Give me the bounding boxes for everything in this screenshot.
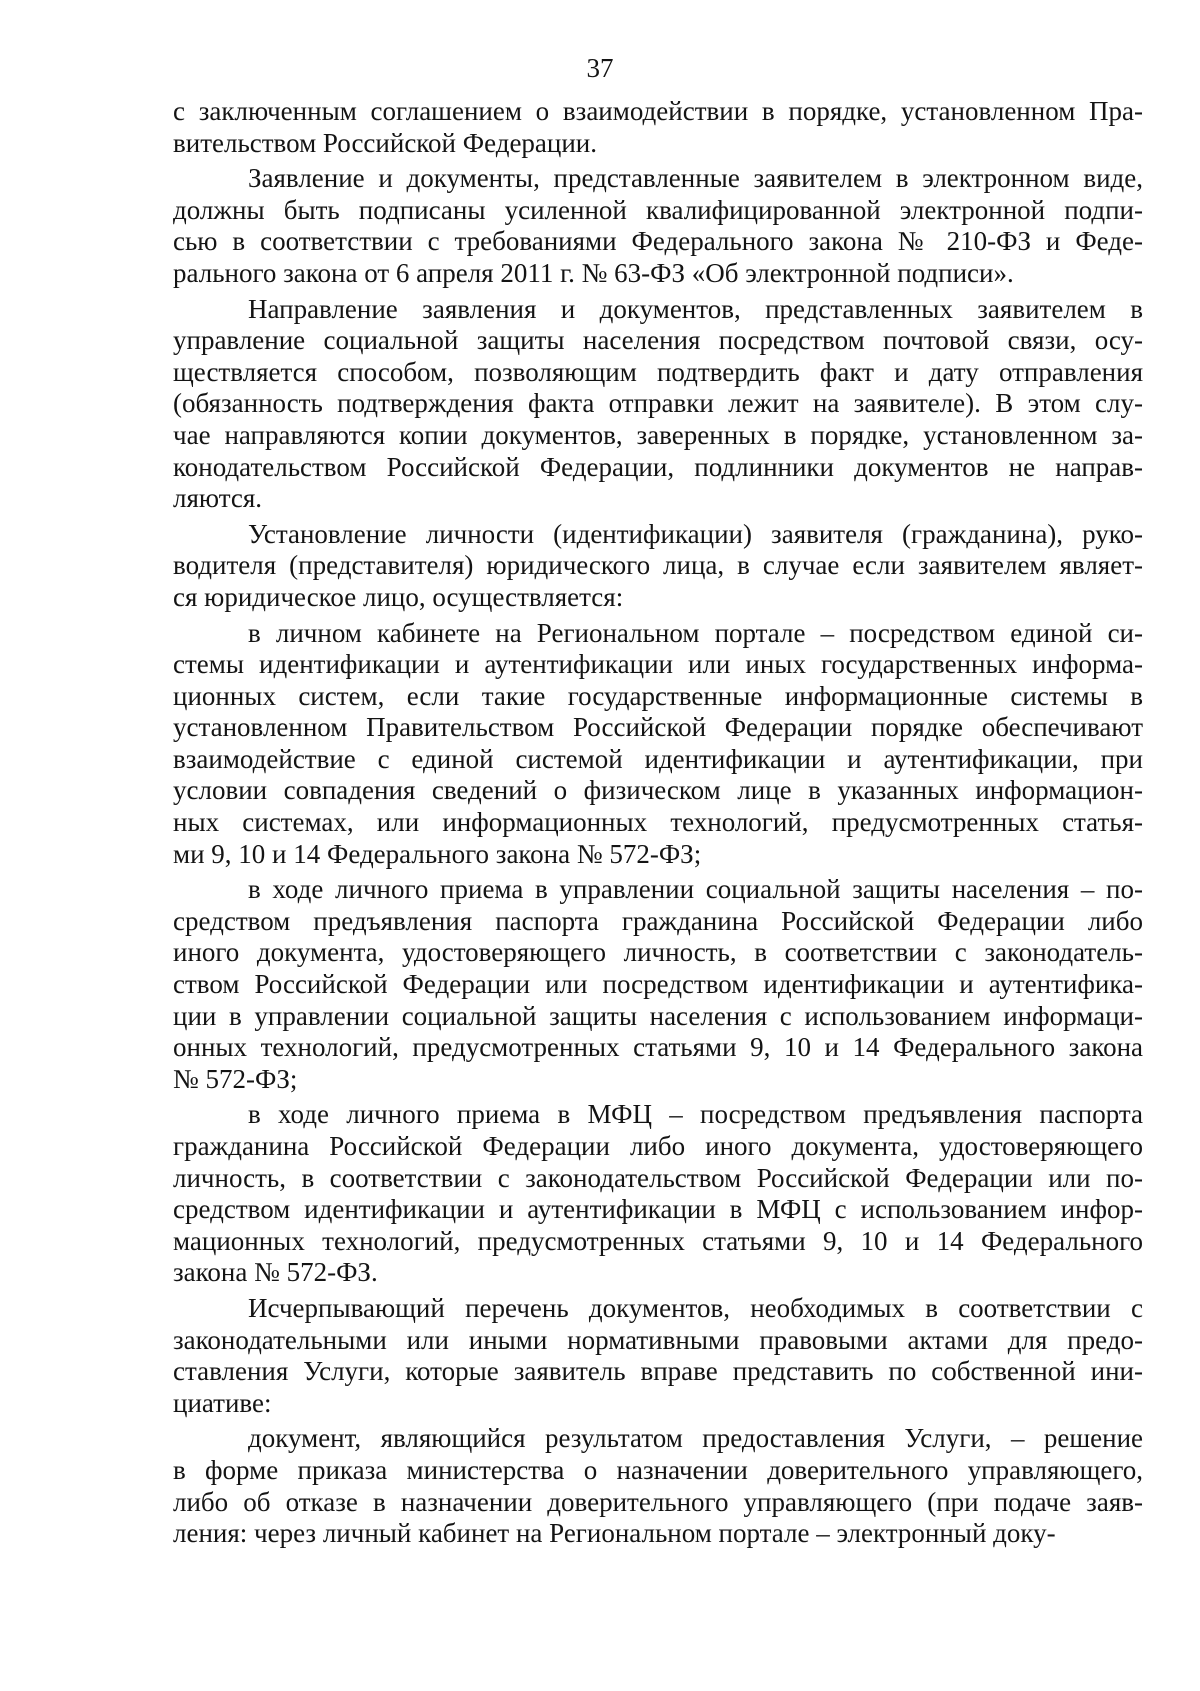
text-line: с заключенным соглашением о взаимодействии в порядке, установленном Пра- bbox=[173, 96, 1143, 126]
text-line: документ, являющийся результатом предоставления Услуги, – решение bbox=[248, 1423, 1143, 1454]
document-body bbox=[173, 96, 1143, 1550]
text-line: вительством Российской Федерации. bbox=[173, 127, 598, 158]
text-line: (обязанность подтверждения факта отправки лежит на заявителе). В этом слу- bbox=[173, 388, 1143, 419]
paragraph bbox=[173, 1423, 1143, 1549]
paragraph bbox=[173, 618, 1143, 871]
text-line: Направление заявления и документов, представленных заявителем в bbox=[248, 293, 1143, 324]
paragraph bbox=[173, 294, 1143, 515]
text-line: в ходе личного приема в МФЦ – посредством предъявления паспорта bbox=[248, 1099, 1143, 1130]
text-line: онных технологий, предусмотренных статьями 9, 10 и 14 Федерального закона bbox=[173, 1032, 1143, 1063]
text-line: ществляется способом, позволяющим подтвердить факт и дату отправления bbox=[173, 356, 1143, 387]
text-line: в форме приказа министерства о назначении доверительного управляющего, bbox=[173, 1454, 1143, 1485]
text-line: ми 9, 10 и 14 Федерального закона № 572-ФЗ; bbox=[173, 838, 702, 869]
text-line: либо об отказе в назначении доверительного управляющего (при подаче заяв- bbox=[173, 1486, 1143, 1517]
text-line: циативе: bbox=[173, 1387, 272, 1418]
text-line: Заявление и документы, представленные заявителем в электронном виде, bbox=[248, 163, 1143, 194]
text-line: управление социальной защиты населения посредством почтовой связи, осу- bbox=[173, 325, 1143, 356]
text-line: стемы идентификации и аутентификации или иных государственных информа- bbox=[173, 649, 1143, 680]
text-line: должны быть подписаны усиленной квалифицированной электронной подпи- bbox=[173, 194, 1143, 225]
paragraph bbox=[173, 1099, 1143, 1289]
paragraph bbox=[173, 1293, 1143, 1419]
text-line: иного документа, удостоверяющего личность, в соответствии с законодатель- bbox=[173, 937, 1143, 968]
text-line: конодательством Российской Федерации, подлинники документов не направ- bbox=[173, 451, 1143, 482]
text-line: гражданина Российской Федерации либо иного документа, удостоверяющего bbox=[173, 1131, 1143, 1161]
text-line: в ходе личного приема в управлении социальной защиты населения – по- bbox=[248, 874, 1143, 905]
text-line: ных системах, или информационных технологий, предусмотренных статья- bbox=[173, 807, 1143, 838]
text-line: № 572-ФЗ; bbox=[173, 1063, 298, 1094]
paragraph bbox=[173, 96, 1143, 159]
text-line: ляются. bbox=[173, 483, 262, 514]
text-line: рального закона от 6 апреля 2011 г. № 63-ФЗ «Об электронной подписи». bbox=[173, 257, 1014, 288]
page-number: 37 bbox=[586, 53, 614, 83]
paragraph bbox=[173, 519, 1143, 614]
text-line: ции в управлении социальной защиты населения с использованием информаци- bbox=[173, 1000, 1143, 1031]
text-line: ления: через личный кабинет на Региональном портале – электронный доку- bbox=[173, 1518, 1056, 1549]
text-line: в личном кабинете на Региональном портале – посредством единой си- bbox=[248, 617, 1143, 648]
text-line: средством идентификации и аутентификации в МФЦ с использованием инфор- bbox=[173, 1194, 1143, 1225]
text-line: установленном Правительством Российской Федерации порядке обеспечивают bbox=[173, 712, 1143, 743]
text-line: Исчерпывающий перечень документов, необходимых в соответствии с bbox=[248, 1292, 1143, 1323]
text-line: водителя (представителя) юридического лица, в случае если заявителем являет- bbox=[173, 550, 1143, 581]
text-line: законодательными или иными нормативными правовыми актами для предо- bbox=[173, 1324, 1143, 1355]
text-line: условии совпадения сведений о физическом лице в указанных информацион- bbox=[173, 775, 1143, 806]
paragraph bbox=[173, 163, 1143, 289]
text-line: ционных систем, если такие государственные информационные системы в bbox=[173, 680, 1143, 711]
text-line: Установление личности (идентификации) заявителя (гражданина), руко- bbox=[248, 518, 1143, 549]
paragraph bbox=[173, 874, 1143, 1095]
text-line: чае направляются копии документов, заверенных в порядке, установленном за- bbox=[173, 419, 1143, 450]
text-line: ставления Услуги, которые заявитель вправе представить по собственной ини- bbox=[173, 1356, 1143, 1387]
text-line: сью в соответствии с требованиями Федерального закона № 210-ФЗ и Феде- bbox=[173, 226, 1143, 257]
text-line: личность, в соответствии с законодательством Российской Федерации или по- bbox=[173, 1162, 1143, 1193]
text-line: закона № 572-ФЗ. bbox=[173, 1257, 378, 1288]
text-line: взаимодействие с единой системой идентификации и аутентификации, при bbox=[173, 743, 1143, 774]
text-line: средством предъявления паспорта гражданина Российской Федерации либо bbox=[173, 905, 1143, 936]
text-line: мационных технологий, предусмотренных статьями 9, 10 и 14 Федерального bbox=[173, 1225, 1143, 1256]
text-line: ся юридическое лицо, осуществляется: bbox=[173, 581, 624, 612]
text-line: ством Российской Федерации или посредством идентификации и аутентифика- bbox=[173, 969, 1143, 1000]
